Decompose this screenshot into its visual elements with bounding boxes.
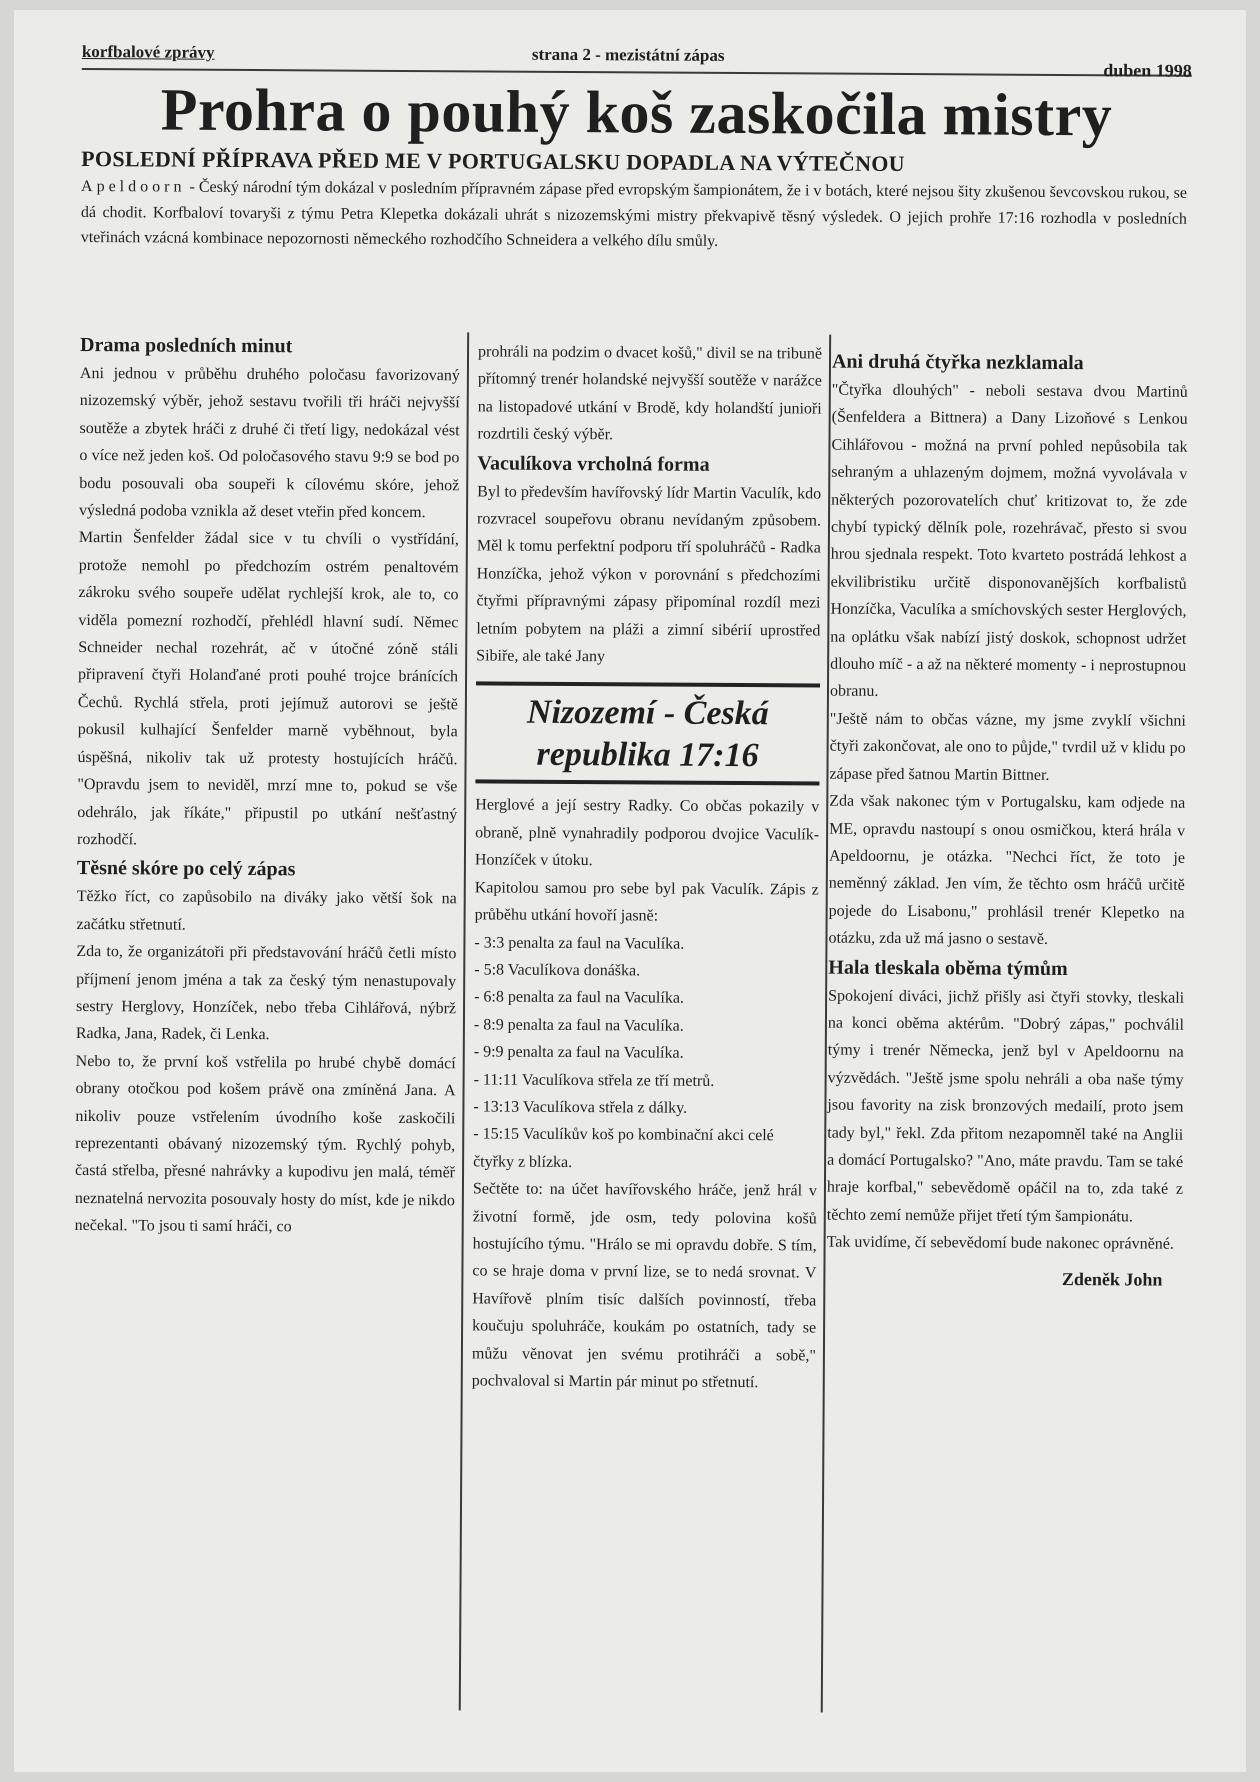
paragraph: Tak uvidíme, čí sebevědomí bude nakonec oprávněné. <box>826 1233 1174 1253</box>
paragraph: Ani jednou v průběhu druhého poločasu favorizovaný nizozemský výběr, jehož sestavu tvořili tři hráči nejvyšší soutěže a zbytek hráči z druhé či třetí ligy, nedokázal vést o více než jeden koš. Od poločasového stavu 9:9 se bod po bodu posouvali oba soupeři k cílovému skóre, jehož výsledná podoba vznikla až deset vteřin před koncem. <box>79 364 460 522</box>
lead-dateline: Apeldoorn <box>81 177 186 196</box>
score-box-line: Nizozemí - Česká <box>526 694 769 733</box>
headline: Prohra o pouhý koš zaskočila mistry <box>160 76 1113 149</box>
subheading: Ani druhá čtyřka nezklamala <box>831 350 1084 375</box>
score-box-line: republika 17:16 <box>536 736 759 775</box>
paragraph: Herglové a její sestry Radky. Co občas pokazily v obraně, plně vynahradily podporou dvojice Vaculík-Honzíček v útoku. <box>474 796 820 870</box>
page-header <box>81 32 1192 81</box>
page-content <box>71 32 1191 1759</box>
newspaper-page <box>14 10 1246 1772</box>
paragraph: prohráli na podzim o dvacet košů," divil se na tribuně přítomný trenér holandské nejvyšší soutěže v narážce na listopadové utkání v Brodě, kdy holandští junioři rozdrtili český výběr. <box>477 343 823 444</box>
list-item: - 9:9 penalta za faul na Vaculíka. <box>473 1043 684 1062</box>
paragraph: Sečtěte to: na účet havířovského hráče, jenž hrál v životní formě, jde osm, tedy polovina košů hostujícího týmu. "Hrálo se mi opravdu dobře. S tím, co se hraje doma v první lize, se to nedá srovnat. V Havířově plním tisíc dalších povinností, třeba koučuju spoluhráče, koukám po ostatních, tady se můžu věnovat jen svému protihráči a sobě," pochvaloval si Martin pár minut po střetnutí. <box>471 1180 817 1392</box>
header-section: strana 2 - mezistátní zápas <box>531 44 725 65</box>
subheadline: POSLEDNÍ PŘÍPRAVA PŘED ME V PORTUGALSKU DOPADLA NA VÝTEČNOU <box>81 145 906 177</box>
list-item: - 8:9 penalta za faul na Vaculíka. <box>473 1016 684 1035</box>
paragraph: "Čtyřka dlouhých" - neboli sestava dvou Martinů (Šenfeldera a Bittnera) a Dany Lizoňové s Lenkou Cihlářovou - možná na první pohled nepůsobila tak sehraným a uhlazeným dojmem, možná vyvolávala v některých pozorovatelích chuť kritizovat to, že zde chybí typický dělník pole, rozehrávač, přesto si svou hrou sjednala respekt. Toto kvarteto postrádá lehkost a ekvilibristiku určitě disponovanějších korfbalistů Honzíčka, Vaculíka a smíchovských sester Herglových, na oplátku však nabízí jistý doskok, schopnost udržet dlouho míč - a až na některé momenty - i neprostupnou obranu. <box>829 381 1188 701</box>
paragraph: Nebo to, že první koš vstřelila po hrubé chybě domácí obrany otočkou pod košem právě ona zmíněná Jana. A nikoliv pouze vstřelením úvodního koše zaskočili reprezentanti obávaný nizozemský tým. Rychlý pohyb, častá střelba, přesné nahrávky a kupodivu jen malá, téměř neznatelná nervozita posouvaly hosty do míst, kde je nikdo nečekal. "To jsou ti samí hráči, co <box>74 1052 456 1236</box>
paragraph: Těžko říct, co zapůsobilo na diváky jako větší šok na začátku střetnutí. <box>76 888 457 934</box>
subheading: Vaculíkova vrcholná forma <box>477 452 710 476</box>
score-box <box>475 682 820 786</box>
paragraph: Martin Šenfelder žádal sice v tu chvíli o vystřídání, protože nemohl po předchozím ostrém penaltovém zákroku svého soupeře udělat rychlejší krok, ale to, co viděla pomezní rozhodčí, přehlédl hlavní sudí. Němec Schneider nechal rozehrát, ač v útočné zóně stáli připravení čtyři Holanďané proti pouhé trojce bránících Čechů. Rychlá střela, proti jejímuž autorovi se ještě pokusil kulhající Šenfelder marně vyběhnout, byla úspěšná, nikoliv tak už protesty hostujících hráčů. "Opravdu jsem to neviděl, mrzí mne to, pokud se vše odehrálo, jak říkáte," připustil po utkání nešťastný rozhodčí. <box>77 529 459 849</box>
column-divider <box>459 332 469 1710</box>
list-item: - 11:11 Vaculíkova střela ze tří metrů. <box>473 1070 715 1090</box>
list-item: - 13:13 Vaculíkova střela z dálky. <box>473 1098 688 1117</box>
list-item: - 3:3 penalta za faul na Vaculíka. <box>474 933 685 953</box>
subheading: Hala tleskala oběma týmům <box>828 956 1068 980</box>
header-publication: korfbalové zprávy <box>81 41 215 62</box>
paragraph: Kapitolou samou pro sebe byl pak Vaculík. Zápis z průběhu utkání hovoří jasně: <box>474 879 819 925</box>
column-3 <box>826 347 1188 1294</box>
lead-paragraph <box>81 174 1191 257</box>
paragraph: Zda však nakonec tým v Portugalsku, kam odjede na ME, opravdu nastoupí s onou osmičkou, která hrála v Apeldoornu, je otázka. "Nechci říct, že toto je neměnný základ. Jen vím, že těchto osm hráčů určitě pojede do Lisabonu," prohlásil trenér Klepetko na otázku, zda už má jasno o sestavě. <box>828 792 1186 949</box>
subheading: Těsné skóre po celý zápas <box>76 857 296 881</box>
subheading: Drama posledních minut <box>80 333 293 358</box>
score-log <box>473 929 819 1178</box>
paragraph: Byl to především havířovský lídr Martin Vaculík, kdo rozvracel soupeřovu obranu nevídaným způsobem. Měl k tomu perfektní podporu tří spoluhráčů - Radka Honzíčka, jehož výkon v porovnání s předchozími čtyřmi přípravnými zápasy připomínal rozdíl mezi letním pobytem na pláži a zimní sibérií uprostřed Sibiře, ale také Jany <box>476 483 822 666</box>
paragraph: Zda to, že organizátoři při představování hráčů četli místo příjmení jenom jména a tak za český tým nenastupovaly sestry Herglovy, Honzíček, nebo třeba Cihlářová, nýbrž Radka, Jana, Radek, či Lenka. <box>75 943 457 1044</box>
author-byline: Zdeněk John <box>1061 1268 1163 1290</box>
list-item: - 15:15 Vaculíkův koš po kombinační akci celé čtyřky z blízka. <box>473 1125 774 1171</box>
lead-text: - Český národní tým dokázal v posledním přípravném zápase před evropským šampionátem, že i v botách, které nejsou šity zkušenou ševcovskou rukou, se dá chodit. Korfbaloví tovaryši z týmu Petra Klepetka dokázali uhrát s nizozemskými mistry překvapivě těsný výsledek. O jejich prohře 17:16 rozhodla v posledních vteřinách vzácná kombinace nepozornosti německého rozhodčího Schneidera a velkého dílu smůly. <box>80 178 1188 250</box>
paragraph: "Ještě nám to občas vázne, my jsme zvyklí všichni čtyři zakončovat, ale ono to půjde," tvrdil už v klidu po zápase před šatnou Martin Bittner. <box>829 710 1186 784</box>
article-columns <box>72 330 1191 1737</box>
column-2 <box>472 338 822 1396</box>
paragraph: Spokojení diváci, jichž přišly asi čtyři stovky, tleskali na konci oběma aktérům. "Dobrý zápas," pochválil týmy i trenér Německa, jenž byl v Apeldoornu na výzvědách. "Ještě jsme spolu nehráli a oba naše týmy jsou favority na zisk bronzových medailí, proto jsem tady byl," řekl. Zda přitom nezapomněl také na Anglii a domácí Portugalsko? "Ano, máte pravdu. Tam se také hraje korfbal," sebevědomě opáčil na to, zda také z těchto zemí nemůže přijet třetí tým šampionátu. <box>826 987 1185 1226</box>
list-item: - 5:8 Vaculíkova donáška. <box>474 961 641 980</box>
column-1 <box>75 330 461 1242</box>
header-date: duben 1998 <box>1103 60 1192 81</box>
list-item: - 6:8 penalta za faul na Vaculíka. <box>474 988 685 1008</box>
